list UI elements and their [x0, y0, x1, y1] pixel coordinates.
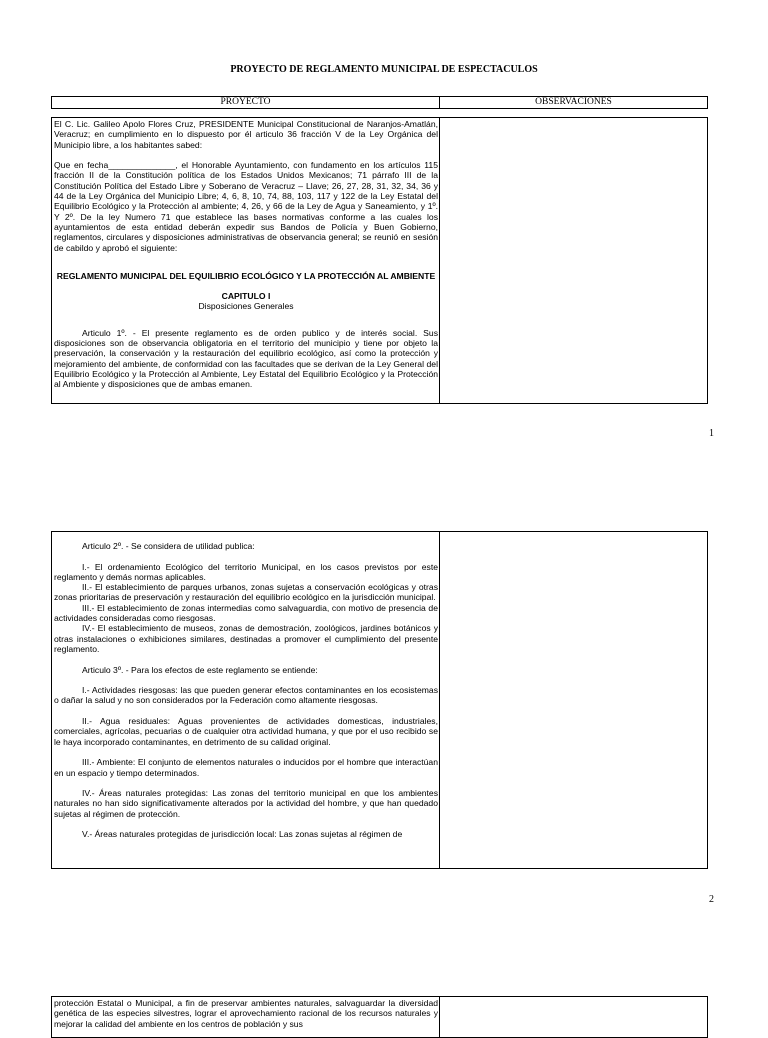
observaciones-column — [440, 118, 707, 403]
page-3-table — [51, 996, 708, 1038]
proyecto-column — [52, 997, 440, 1037]
article-3-item: III.- Ambiente: El conjunto de elementos naturales o inducidos por el hombre que interactúan en un espacio y tiempo determinados. — [54, 757, 438, 778]
observaciones-column — [440, 532, 707, 868]
article-2-item: II.- El establecimiento de parques urbanos, zonas sujetas a conservación ecológicas y otras zonas prioritarias de preservación y restauración del equilibrio ecológico en la jurisdicción municipal. — [54, 582, 438, 603]
column-header-observaciones: OBSERVACIONES — [535, 97, 612, 107]
intro-paragraph: El C. Lic. Galileo Apolo Flores Cruz, PRESIDENTE Municipal Constitucional de Naranjos-Amatlán, Veracruz; en cumplimiento en lo dispuesto por él articulo 36 fracción V de la Ley Orgánica del Municipio libre, a los habitantes sabed: — [54, 119, 438, 150]
proyecto-column — [52, 532, 440, 868]
continuation-paragraph: protección Estatal o Municipal, a fin de preservar ambientes naturales, salvaguardar la diversidad genética de las especies silvestres, lograr el aprovechamiento racional de los recursos naturales y mejorar la calidad del ambiente en los centros de población y sus — [54, 998, 438, 1029]
regulation-title: REGLAMENTO MUNICIPAL DEL EQUILIBRIO ECOLÓGICO Y LA PROTECCIÓN AL AMBIENTE — [56, 270, 436, 281]
considerando-paragraph: Que en fecha______________, el Honorable Ayuntamiento, con fundamento en los artículos 115 fracción II de la Constitución política de los Estados Unidos Mexicanos; 71 párrafo III de la Constitución Política del Estado Libre y Soberano de Veracruz – Llave; 26, 27, 28, 31, 32, 34, 36 y 44 de la Ley Orgánica del Municipio Libre; 4, 6, 8, 10, 74, 88, 103, 117 y 122 de la Ley Estatal del Equilibrio Ecológico y la Protección al ambiente; 4, 26, y 66 de la Ley de Agua y Saneamiento, y 1º. Y 2º. De la ley Numero 71 que establece las bases normativas conforme a las cuales los ayuntamientos de esta entidad deberán expedir sus Bandos de Policía y Buen Gobierno, reglamentos, circulares y disposiciones administrativas de observancia general; se reunió en sesión de cabildo y aprobó el siguiente: — [54, 160, 438, 253]
page-1-table — [51, 117, 708, 404]
article-3-heading: Articulo 3º. - Para los efectos de este reglamento se entiende: — [82, 664, 318, 675]
table-header — [51, 96, 708, 109]
page-2-table — [51, 531, 708, 869]
proyecto-column — [52, 118, 440, 403]
article-3-item: V.- Áreas naturales protegidas de jurisdicción local: Las zonas sujetas al régimen de — [82, 829, 403, 840]
article-2-item: IV.- El establecimiento de museos, zonas de demostración, zoológicos, jardines botánicos y otras instalaciones o exhibiciones similares, destinadas a promover el cumplimiento del presente reglamento. — [54, 623, 438, 654]
column-header-proyecto: PROYECTO — [52, 97, 440, 108]
article-2-item: I.- El ordenamiento Ecológico del territorio Municipal, en los casos previstos por este reglamento y demás normas aplicables. — [54, 561, 438, 582]
page-number-2: 2 — [709, 894, 714, 905]
chapter-heading: CAPITULO I — [221, 291, 271, 302]
article-3-item: II.- Agua residuales: Aguas provenientes de actividades domesticas, industriales, comerciales, agrícolas, pecuarias o de cualquier otra actividad humana, y que por el uso recibido se le haya incorporado contaminantes, en detrimento de su calidad original. — [54, 716, 438, 747]
document-title: PROYECTO DE REGLAMENTO MUNICIPAL DE ESPECTACULOS — [230, 64, 538, 75]
article-3-item: I.- Actividades riesgosas: las que pueden generar efectos contaminantes en los ecosistemas o dañar la salud y no son considerados por la Federación como altamente riesgosas. — [54, 685, 438, 706]
article-1-paragraph: Articulo 1º. - El presente reglamento es de orden publico y de interés social. Sus disposiciones son de observancia obligatoria en el territorio del municipio y tiene por objeto la preservación, la conservación y la restauración del equilibrio ecológico, así como la protección y mejoramiento del ambiente, de conformidad con las facultades que se derivan de la Ley General del Equilibrio Ecológico y la Protección al Ambiente, Ley Estatal del Equilibrio Ecológico y la Protección al Ambiente y disposiciones que de ambas emanen. — [54, 327, 438, 390]
chapter-subtitle: Disposiciones Generales — [198, 301, 294, 312]
page-number-1: 1 — [709, 428, 714, 439]
article-2-heading: Articulo 2º. - Se considera de utilidad publica: — [82, 541, 255, 551]
article-2-item: III.- El establecimiento de zonas intermedias como salvaguardia, con motivo de presencia de actividades consideradas como riesgosas. — [54, 602, 438, 624]
article-3-item: IV.- Áreas naturales protegidas: Las zonas del territorio municipal en que los ambientes naturales no han sido significativamente alterados por la actividad del hombre, y que han quedado sujetas al régimen de protección. — [54, 788, 438, 819]
observaciones-column — [440, 997, 707, 1037]
